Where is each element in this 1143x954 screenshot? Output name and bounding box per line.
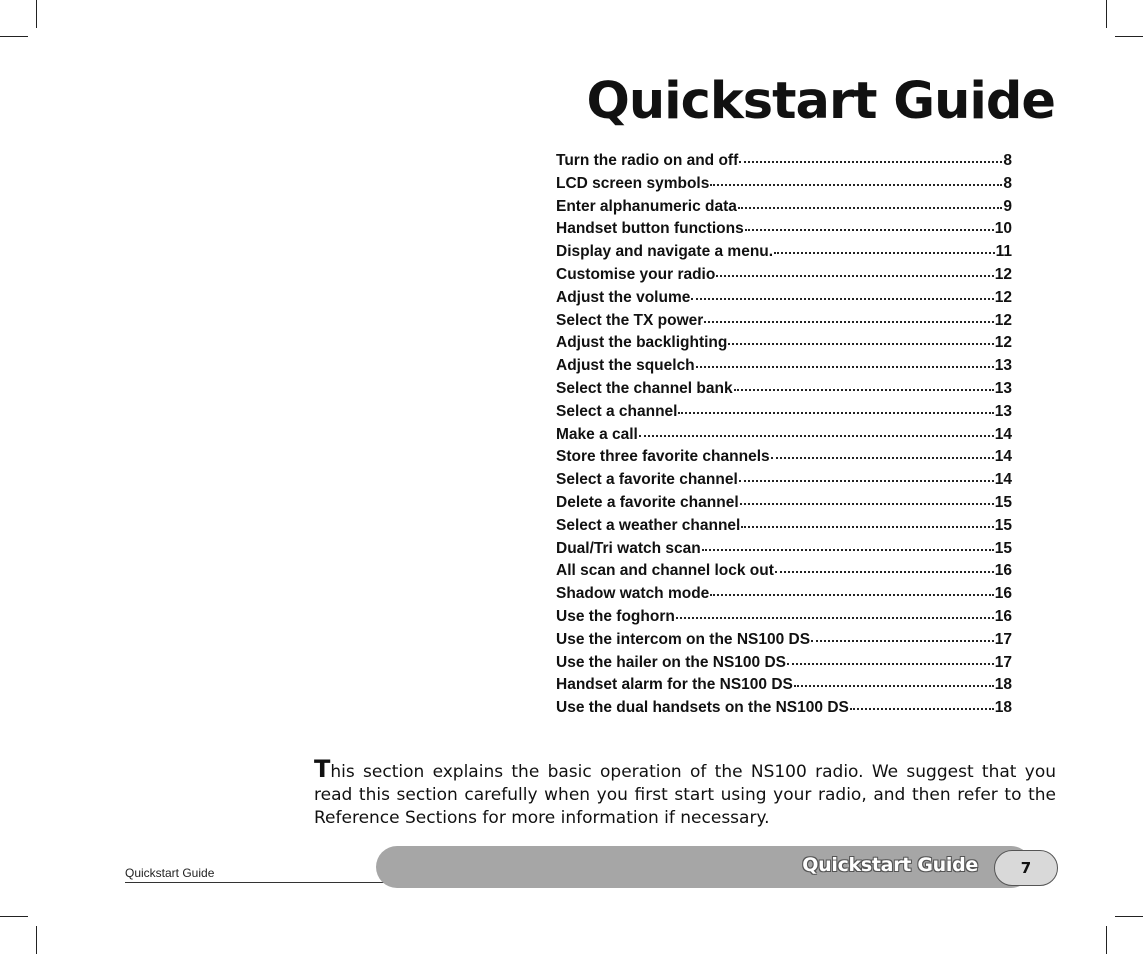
toc-entry-title: Delete a favorite channel <box>556 493 739 511</box>
page-title: Quickstart Guide <box>586 72 1055 131</box>
toc-entry-title: Use the intercom on the NS100 DS <box>556 630 811 648</box>
toc-entry-page: 17 <box>994 653 1012 671</box>
toc-entry[interactable] <box>556 289 1012 312</box>
toc-leader-dots <box>811 640 994 642</box>
toc-leader-dots <box>702 549 994 551</box>
toc-leader-dots <box>738 207 1002 209</box>
toc-entry[interactable] <box>556 220 1012 243</box>
crop-mark <box>0 916 28 917</box>
toc-entry-page: 18 <box>994 676 1012 694</box>
toc-entry[interactable] <box>556 608 1012 631</box>
toc-leader-dots <box>739 161 1002 163</box>
toc-entry-page: 13 <box>994 357 1012 375</box>
crop-mark <box>1115 36 1143 37</box>
toc-entry[interactable] <box>556 357 1012 380</box>
toc-leader-dots <box>728 343 993 345</box>
toc-leader-dots <box>794 685 994 687</box>
footer-rule <box>125 882 385 883</box>
toc-leader-dots <box>710 594 993 596</box>
toc-entry-page: 12 <box>994 265 1012 283</box>
toc-leader-dots <box>774 252 995 254</box>
crop-mark <box>36 0 37 28</box>
toc-leader-dots <box>740 503 994 505</box>
footer-title: Quickstart Guide <box>802 854 978 876</box>
toc-entry-page: 10 <box>994 220 1012 238</box>
toc-entry-title: Use the foghorn <box>556 607 675 625</box>
crop-mark <box>36 926 37 954</box>
toc-entry-page: 16 <box>994 607 1012 625</box>
toc-entry-title: Customise your radio <box>556 265 716 283</box>
toc-entry-page: 8 <box>1003 152 1012 169</box>
crop-mark <box>0 36 28 37</box>
toc-leader-dots <box>678 412 993 414</box>
toc-entry-title: Display and navigate a menu. <box>556 243 774 261</box>
toc-leader-dots <box>771 457 994 459</box>
toc-leader-dots <box>741 526 993 528</box>
toc-entry-page: 8 <box>1003 174 1012 192</box>
toc-entry-page: 11 <box>995 243 1012 261</box>
toc-entry-title: Select a weather channel <box>556 516 741 534</box>
toc-leader-dots <box>691 298 993 300</box>
toc-entry-title: Use the hailer on the NS100 DS <box>556 653 786 671</box>
toc-entry-title: Select a channel <box>556 402 678 420</box>
toc-entry-page: 18 <box>994 699 1012 717</box>
crop-mark <box>1106 0 1107 28</box>
toc-entry-title: All scan and channel lock out <box>556 562 774 580</box>
toc-entry-title: Select the TX power <box>556 311 704 329</box>
toc-entry[interactable] <box>556 699 1012 722</box>
page-number: 7 <box>994 850 1058 886</box>
toc-entry-page: 15 <box>994 516 1012 534</box>
toc-entry-page: 12 <box>994 311 1012 329</box>
toc-entry[interactable] <box>556 198 1012 221</box>
toc-entry-title: Select a favorite channel <box>556 471 738 489</box>
toc-entry[interactable] <box>556 334 1012 357</box>
toc-entry-title: Shadow watch mode <box>556 585 710 603</box>
toc-entry[interactable] <box>556 152 1012 175</box>
toc-entry[interactable] <box>556 448 1012 471</box>
toc-entry-page: 17 <box>994 630 1012 648</box>
table-of-contents <box>556 152 1012 722</box>
toc-entry[interactable] <box>556 517 1012 540</box>
toc-entry[interactable] <box>556 631 1012 654</box>
intro-paragraph <box>314 755 1056 830</box>
toc-entry-title: Select the channel bank <box>556 379 733 397</box>
toc-entry-title: Enter alphanumeric data <box>556 197 737 215</box>
toc-entry[interactable] <box>556 471 1012 494</box>
toc-entry[interactable] <box>556 562 1012 585</box>
toc-entry[interactable] <box>556 266 1012 289</box>
crop-mark <box>1115 916 1143 917</box>
toc-entry-title: Handset button functions <box>556 220 744 238</box>
toc-entry[interactable] <box>556 585 1012 608</box>
toc-entry-title: Use the dual handsets on the NS100 DS <box>556 699 849 717</box>
toc-leader-dots <box>639 435 994 437</box>
toc-entry[interactable] <box>556 426 1012 449</box>
toc-entry-page: 13 <box>994 402 1012 420</box>
toc-entry-title: Adjust the volume <box>556 288 691 306</box>
toc-entry-page: 15 <box>994 493 1012 511</box>
toc-leader-dots <box>787 663 994 665</box>
footer-section-label: Quickstart Guide <box>125 866 215 880</box>
toc-entry-page: 14 <box>994 471 1012 489</box>
crop-mark <box>1106 926 1107 954</box>
toc-entry[interactable] <box>556 380 1012 403</box>
toc-entry-title: Adjust the backlighting <box>556 334 728 352</box>
toc-leader-dots <box>745 229 994 231</box>
toc-entry[interactable] <box>556 403 1012 426</box>
toc-leader-dots <box>710 184 1002 186</box>
toc-entry-title: Handset alarm for the NS100 DS <box>556 676 793 694</box>
toc-leader-dots <box>676 617 994 619</box>
toc-entry-page: 16 <box>994 585 1012 603</box>
toc-entry-title: LCD screen symbols <box>556 174 710 192</box>
toc-leader-dots <box>734 389 994 391</box>
toc-entry-page: 16 <box>994 562 1012 580</box>
toc-entry-title: Turn the radio on and off <box>556 152 739 169</box>
toc-entry[interactable] <box>556 312 1012 335</box>
toc-leader-dots <box>704 321 993 323</box>
intro-text: his section explains the basic operation of the NS100 radio. We suggest that you read this section carefully when you first start using your radio, and then refer to the Reference Sections for more information if necessary. <box>314 762 1056 828</box>
toc-leader-dots <box>739 480 994 482</box>
toc-entry-page: 13 <box>994 379 1012 397</box>
toc-leader-dots <box>696 366 994 368</box>
toc-entry[interactable] <box>556 494 1012 517</box>
toc-entry-title: Dual/Tri watch scan <box>556 539 701 557</box>
toc-entry[interactable] <box>556 654 1012 677</box>
toc-entry[interactable] <box>556 243 1012 266</box>
toc-entry-page: 15 <box>994 539 1012 557</box>
toc-entry-page: 12 <box>994 334 1012 352</box>
toc-leader-dots <box>775 571 994 573</box>
toc-entry[interactable] <box>556 175 1012 198</box>
toc-leader-dots <box>716 275 993 277</box>
toc-entry-page: 14 <box>994 448 1012 466</box>
toc-entry[interactable] <box>556 540 1012 563</box>
toc-entry-title: Adjust the squelch <box>556 357 695 375</box>
toc-entry-page: 14 <box>994 425 1012 443</box>
toc-entry-title: Store three favorite channels <box>556 448 770 466</box>
toc-leader-dots <box>850 708 994 710</box>
toc-entry-title: Make a call <box>556 425 638 443</box>
toc-entry-page: 12 <box>994 288 1012 306</box>
drop-cap: T <box>314 755 331 783</box>
toc-entry[interactable] <box>556 676 1012 699</box>
toc-entry-page: 9 <box>1003 197 1012 215</box>
